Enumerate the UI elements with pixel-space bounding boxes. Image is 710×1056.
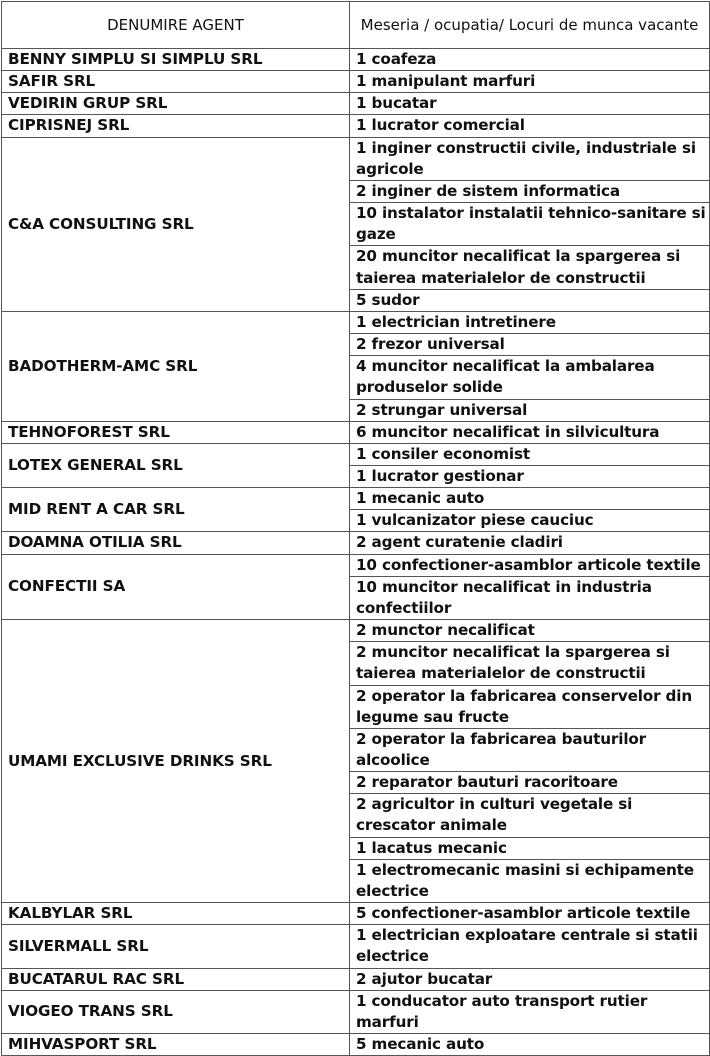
job-cell: 1 lucrator comercial — [350, 115, 710, 137]
job-cell: 1 electrician exploatare centrale si statii electrice — [350, 925, 710, 968]
job-cell: 1 electrician intretinere — [350, 311, 710, 333]
agent-name-cell: BADOTHERM-AMC SRL — [2, 311, 350, 421]
job-cell: 1 coafeza — [350, 49, 710, 71]
job-cell: 1 bucatar — [350, 93, 710, 115]
job-cell: 5 confectioner-asamblor articole textile — [350, 903, 710, 925]
agent-name-cell: VIOGEO TRANS SRL — [2, 990, 350, 1033]
table-row — [2, 1034, 710, 1056]
agent-name-cell: LOTEX GENERAL SRL — [2, 443, 350, 487]
agent-name-cell: TEHNOFOREST SRL — [2, 421, 350, 443]
table-row — [2, 71, 710, 93]
table-row — [2, 554, 710, 576]
job-cell: 2 inginer de sistem informatica — [350, 180, 710, 202]
table-row — [2, 93, 710, 115]
table-row — [2, 903, 710, 925]
table-row — [2, 421, 710, 443]
job-cell: 1 vulcanizator piese cauciuc — [350, 510, 710, 532]
header-row — [2, 2, 710, 49]
job-cell: 2 operator la fabricarea conservelor din legume sau fructe — [350, 685, 710, 728]
job-cell: 1 conducator auto transport rutier marfuri — [350, 990, 710, 1033]
agent-name-cell: C&A CONSULTING SRL — [2, 137, 350, 311]
job-cell: 2 muncitor necalificat la spargerea si taierea materialelor de constructii — [350, 642, 710, 685]
job-cell: 2 agricultor in culturi vegetale si crescator animale — [350, 794, 710, 837]
job-cell: 2 reparator bauturi racoritoare — [350, 772, 710, 794]
agent-name-cell: SAFIR SRL — [2, 71, 350, 93]
agent-name-cell: VEDIRIN GRUP SRL — [2, 93, 350, 115]
job-cell: 1 consiler economist — [350, 443, 710, 465]
agent-name-cell: KALBYLAR SRL — [2, 903, 350, 925]
table-row — [2, 443, 710, 465]
job-cell: 10 muncitor necalificat in industria confectiilor — [350, 576, 710, 619]
job-cell: 1 mecanic auto — [350, 488, 710, 510]
job-cell: 4 muncitor necalificat la ambalarea produselor solide — [350, 356, 710, 399]
job-cell: 2 agent curatenie cladiri — [350, 532, 710, 554]
job-cell: 20 muncitor necalificat la spargerea si taierea materialelor de constructii — [350, 246, 710, 289]
job-cell: 10 instalator instalatii tehnico-sanitare si gaze — [350, 203, 710, 246]
table-row — [2, 968, 710, 990]
job-cell: 1 manipulant marfuri — [350, 71, 710, 93]
job-cell: 10 confectioner-asamblor articole textile — [350, 554, 710, 576]
header-jobs: Meseria / ocupatia/ Locuri de munca vacante — [350, 2, 710, 49]
table-row — [2, 49, 710, 71]
job-cell: 1 lacatus mecanic — [350, 837, 710, 859]
agent-name-cell: CONFECTII SA — [2, 554, 350, 619]
job-cell: 5 mecanic auto — [350, 1034, 710, 1056]
table-row — [2, 488, 710, 510]
agent-name-cell: CIPRISNEJ SRL — [2, 115, 350, 137]
job-cell: 1 lucrator gestionar — [350, 465, 710, 487]
agent-name-cell: UMAMI EXCLUSIVE DRINKS SRL — [2, 620, 350, 903]
job-cell: 2 munctor necalificat — [350, 620, 710, 642]
agent-name-cell: MIHVASPORT SRL — [2, 1034, 350, 1056]
table-row — [2, 532, 710, 554]
table-row — [2, 311, 710, 333]
job-cell: 2 ajutor bucatar — [350, 968, 710, 990]
table-row — [2, 137, 710, 180]
table-row — [2, 620, 710, 642]
job-cell: 5 sudor — [350, 289, 710, 311]
agent-name-cell: BUCATARUL RAC SRL — [2, 968, 350, 990]
job-cell: 6 muncitor necalificat in silvicultura — [350, 421, 710, 443]
header-agent: DENUMIRE AGENT — [2, 2, 350, 49]
job-cell: 2 frezor universal — [350, 334, 710, 356]
agent-name-cell: SILVERMALL SRL — [2, 925, 350, 968]
agent-name-cell: BENNY SIMPLU SI SIMPLU SRL — [2, 49, 350, 71]
job-cell: 1 inginer constructii civile, industriale si agricole — [350, 137, 710, 180]
job-cell: 2 operator la fabricarea bauturilor alcoolice — [350, 728, 710, 771]
table-body — [2, 49, 710, 1056]
job-cell: 1 electromecanic masini si echipamente electrice — [350, 859, 710, 902]
job-cell: 2 strungar universal — [350, 399, 710, 421]
agent-name-cell: DOAMNA OTILIA SRL — [2, 532, 350, 554]
table-row — [2, 990, 710, 1033]
table-row — [2, 925, 710, 968]
table-row — [2, 115, 710, 137]
vacancies-table — [1, 1, 710, 1056]
agent-name-cell: MID RENT A CAR SRL — [2, 488, 350, 532]
